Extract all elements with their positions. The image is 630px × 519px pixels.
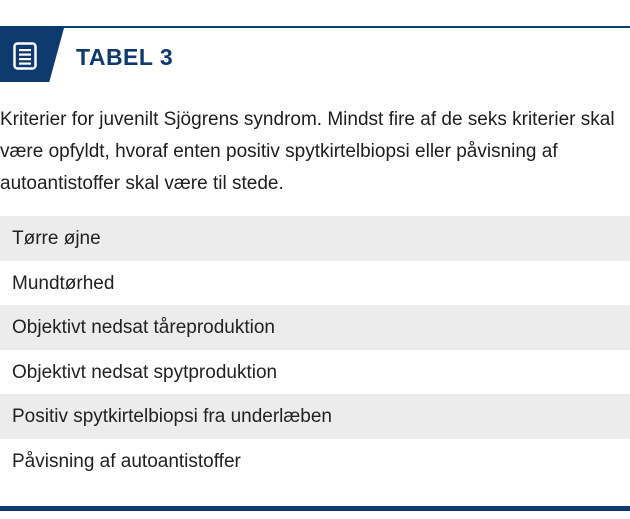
document-list-icon: [13, 42, 37, 70]
criteria-list: [0, 216, 630, 483]
top-rule: [0, 26, 630, 28]
criteria-row: Positiv spytkirtelbiopsi fra underlæben: [0, 394, 630, 439]
criteria-row: Objektivt nedsat tåreproduktion: [0, 305, 630, 350]
criteria-row: Mundtørhed: [12, 272, 115, 294]
criteria-row: Tørre øjne: [0, 216, 630, 261]
table-icon-tab: [0, 28, 64, 82]
criteria-row: Påvisning af autoantistoffer: [12, 450, 241, 472]
criteria-row: Objektivt nedsat spytproduktion: [12, 361, 278, 383]
table-title: TABEL 3: [76, 44, 174, 70]
table-caption: Kriterier for juvenilt Sjögrens syndrom. Mindst fire af de seks kriterier skal være opfyldt, hvoraf enten positiv spytkirtelbiopsi eller påvisning af autoantistoffer skal være til stede.: [0, 109, 615, 194]
bottom-rule: [0, 506, 630, 511]
